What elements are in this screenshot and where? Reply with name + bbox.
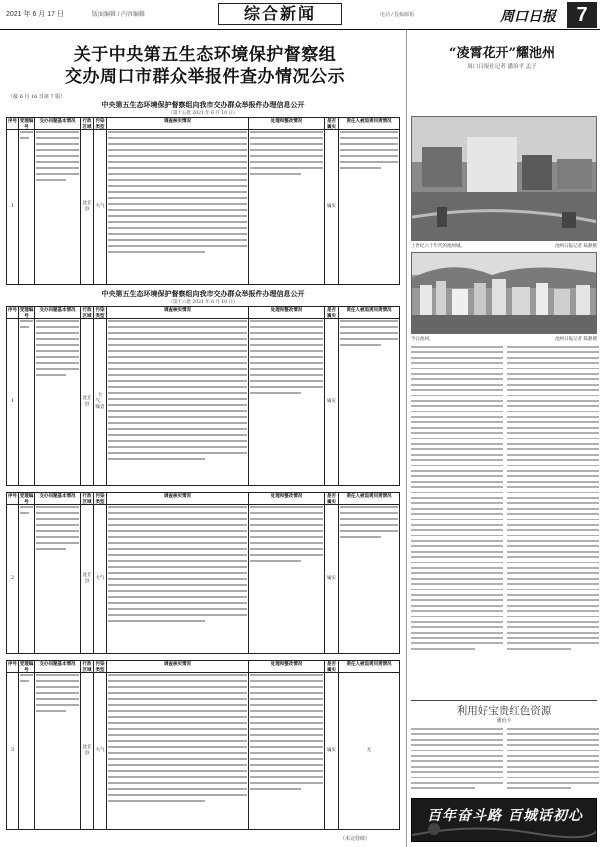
header-cell: 处理和整改情况 — [249, 493, 325, 504]
district-cell: 沈丘县 — [81, 505, 94, 653]
header-cell: 交办问题基本情况 — [35, 493, 81, 504]
table-1 — [6, 117, 400, 285]
article-text-column-right — [507, 346, 599, 653]
issue-cell — [35, 319, 81, 485]
header-cell: 污染类型 — [94, 118, 107, 129]
verified-cell: 属实 — [325, 673, 339, 829]
header-cell: 受理编号 — [19, 119, 34, 129]
table-row — [7, 505, 399, 653]
header-cell: 调查核实情况 — [107, 661, 249, 672]
table-header — [7, 307, 399, 319]
table-2-subtitle: （第十六批 2021 年 6 月 10 日） — [168, 300, 238, 305]
caption-1-credit: 池州日报记者 陈静摄 — [555, 244, 597, 249]
header-cell: 调查核实情况 — [107, 493, 249, 504]
accountability-cell — [339, 130, 399, 284]
case-id-cell — [19, 505, 35, 653]
header-cell: 序号 — [7, 661, 19, 672]
header-cell: 受理编号 — [19, 662, 34, 672]
header-cell: 处理和整改情况 — [249, 661, 325, 672]
masthead — [0, 0, 600, 30]
header-cell: 责任人被追责问责情况 — [346, 308, 392, 313]
investigation-cell — [107, 130, 249, 284]
table-header — [7, 118, 399, 130]
accountability-cell: 无 — [366, 748, 372, 753]
header-cell: 是否属实 — [325, 307, 339, 318]
rectification-cell — [249, 505, 325, 653]
table-3 — [6, 492, 400, 654]
table-row — [7, 130, 399, 284]
row-number: 2 — [7, 505, 19, 653]
investigation-cell — [107, 505, 249, 653]
continued-note: （接 6 月 16 日第 7 版） — [8, 94, 66, 100]
case-id-cell — [19, 673, 35, 829]
sidebar-byline: 周口日报社记者 潘治平 孟子 — [467, 64, 537, 70]
district-cell: 沈丘县 — [81, 130, 94, 284]
header-cell: 是否属实 — [325, 118, 339, 129]
table-row — [7, 319, 399, 485]
verified-cell: 属实 — [325, 505, 339, 653]
issue-cell — [35, 673, 81, 829]
caption-2-text: 今日池州。 — [411, 337, 434, 342]
header-cell: 受理编号 — [19, 308, 34, 318]
sidebar-column — [406, 30, 600, 847]
header-cell: 责任人被追责问责情况 — [346, 494, 392, 499]
accountability-cell — [339, 319, 399, 485]
essay-author: 潘治平 — [496, 718, 512, 724]
section-title: 综合新闻 — [218, 3, 342, 25]
header-cell: 处理和整改情况 — [249, 307, 325, 318]
header-cell: 行政区域 — [81, 493, 94, 504]
issue-date: 2021 年 6 月 17 日 — [6, 11, 64, 18]
verified-cell: 属实 — [325, 130, 339, 284]
headline-line-1: 关于中央第五生态环境保护督察组 — [73, 45, 337, 65]
essay-text-left — [411, 728, 503, 793]
table-4 — [6, 660, 400, 830]
table-1-subtitle: （第十五批 2021 年 6 月 10 日） — [168, 111, 238, 116]
table-header — [7, 493, 399, 505]
header-cell: 是否属实 — [325, 493, 339, 504]
rectification-cell — [249, 319, 325, 485]
header-cell: 交办问题基本情况 — [35, 307, 81, 318]
row-number: 3 — [7, 673, 19, 829]
historic-city-illustration — [412, 117, 597, 241]
header-cell: 行政区域 — [81, 118, 94, 129]
page-number: 7 — [567, 2, 597, 28]
photo-caption-1 — [411, 243, 597, 249]
header-cell: 行政区域 — [81, 661, 94, 672]
continued-footer: （未完待续） — [340, 836, 371, 842]
rectification-cell — [249, 673, 325, 829]
header-cell: 污染类型 — [94, 493, 107, 504]
pollution-type-cell: 大气 — [94, 673, 107, 829]
pollution-type-cell: 大气 — [94, 505, 107, 653]
header-cell: 行政区域 — [81, 307, 94, 318]
table-1-title: 中央第五生态环境保护督察组向我市交办群众举报件办理信息公开 — [101, 100, 305, 109]
header-cell: 序号 — [7, 118, 19, 129]
header-cell: 处理和整改情况 — [249, 118, 325, 129]
case-id-cell — [19, 319, 35, 485]
header-cell: 调查核实情况 — [107, 118, 249, 129]
headline-line-2: 交办周口市群众举报件查办情况公示 — [65, 67, 345, 87]
sidebar-headline: “凌霄花开”耀池州 — [449, 46, 555, 61]
header-cell: 污染类型 — [94, 307, 107, 318]
district-cell: 沈丘县 — [81, 673, 94, 829]
paper-logo: 周口日报 — [500, 9, 556, 25]
investigation-cell — [107, 673, 249, 829]
verified-cell: 属实 — [325, 319, 339, 485]
header-cell: 责任人被追责问责情况 — [346, 119, 392, 124]
issue-cell — [35, 130, 81, 284]
header-cell: 受理编号 — [19, 494, 34, 504]
caption-1-text: 上世纪六十年代的池州城。 — [411, 244, 465, 249]
accountability-cell — [339, 505, 399, 653]
essay-headline: 利用好宝贵红色资源 — [411, 700, 597, 718]
row-number: 1 — [7, 319, 19, 485]
centenary-banner — [411, 798, 597, 842]
pollution-type-cell: 大气 — [94, 130, 107, 284]
article-headline — [10, 44, 400, 88]
table-row — [7, 673, 399, 829]
header-cell: 交办问题基本情况 — [35, 661, 81, 672]
essay-text-right — [507, 728, 599, 793]
pollution-type-cell: 大气、噪音 — [94, 319, 107, 485]
district-cell: 沈丘县 — [81, 319, 94, 485]
header-cell: 是否属实 — [325, 661, 339, 672]
contact-info: 电话 / 投稿邮箱 — [380, 12, 415, 18]
table-2-title: 中央第五生态环境保护督察组向我市交办群众举报件办理信息公开 — [101, 289, 305, 298]
historic-city-photo — [411, 116, 597, 241]
rectification-cell — [249, 130, 325, 284]
modern-city-illustration — [412, 253, 597, 334]
header-cell: 交办问题基本情况 — [35, 118, 81, 129]
photo-caption-2 — [411, 336, 597, 342]
caption-2-credit: 池州日报记者 陈静摄 — [555, 337, 597, 342]
header-cell: 调查核实情况 — [107, 307, 249, 318]
header-cell: 污染类型 — [94, 661, 107, 672]
editor-credit: 版面编辑 / 内容编辑 — [92, 12, 146, 18]
article-text-column-left — [411, 346, 503, 653]
banner-slogan: 百年奋斗路 百城话初心 — [427, 808, 583, 824]
investigation-cell — [107, 319, 249, 485]
table-2 — [6, 306, 400, 486]
table-header — [7, 661, 399, 673]
header-cell: 序号 — [7, 307, 19, 318]
header-cell: 责任人被追责问责情况 — [346, 662, 392, 667]
issue-cell — [35, 505, 81, 653]
case-id-cell — [19, 130, 35, 284]
modern-city-photo — [411, 252, 597, 334]
header-cell: 序号 — [7, 493, 19, 504]
row-number: 1 — [7, 130, 19, 284]
